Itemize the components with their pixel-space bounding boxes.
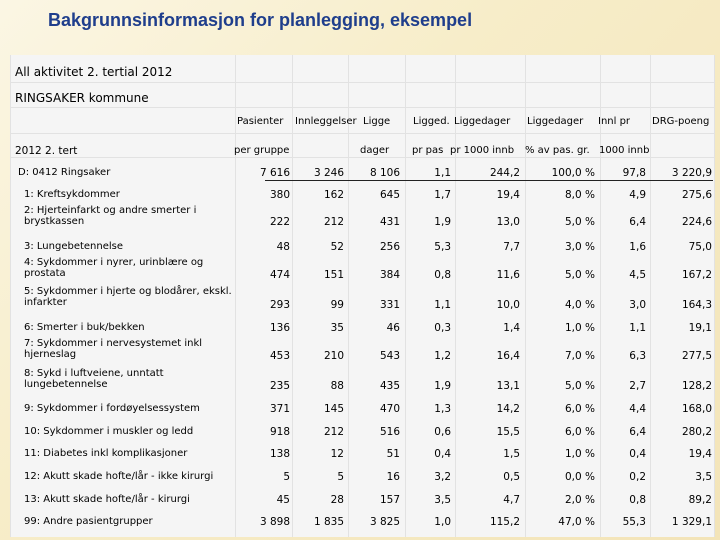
cell-value: 115,2	[489, 516, 520, 528]
cell-value: 6,4	[629, 426, 646, 438]
cell-value: 8,0 %	[564, 189, 595, 201]
cell-value: 1,7	[434, 189, 451, 201]
cell-value: 543	[379, 350, 400, 362]
cell-value: 2,7	[629, 380, 646, 392]
total-underline	[265, 180, 713, 181]
cell-value: 4,7	[503, 494, 520, 506]
cell-value: 51	[386, 448, 400, 460]
grid-line-vertical	[600, 55, 601, 537]
row-label: 13: Akutt skade hofte/lår - kirurgi	[24, 494, 190, 505]
header-innleggelser: Innleggelser	[295, 116, 357, 127]
cell-value: 331	[379, 299, 400, 311]
row-label: 6: Smerter i buk/bekken	[24, 322, 145, 333]
cell-value: 16,4	[496, 350, 520, 362]
cell-value: 277,5	[681, 350, 712, 362]
spreadsheet	[10, 55, 715, 537]
cell-value: 5,0 %	[564, 269, 595, 281]
cell-value: 138	[269, 448, 290, 460]
header-pct-av-pas-gr: % av pas. gr.	[525, 145, 590, 156]
row-label: 9: Sykdommer i fordøyelsessystem	[24, 403, 200, 414]
cell-value: 13,0	[496, 216, 520, 228]
cell-value: 435	[379, 380, 400, 392]
cell-value: 5,0 %	[564, 380, 595, 392]
header-drg-poeng: DRG-poeng	[652, 116, 710, 127]
cell-value: 28	[330, 494, 344, 506]
cell-value: 75,0	[688, 241, 712, 253]
grid-line-vertical	[714, 55, 715, 537]
cell-value: 6,3	[629, 350, 646, 362]
cell-value: 1,2	[434, 350, 451, 362]
cell-value: 1,3	[434, 403, 451, 415]
row-label: 7: Sykdommer i nervesystemet inkl hjerneslag	[24, 338, 203, 360]
cell-value: 2,0 %	[564, 494, 595, 506]
cell-value: 7 616	[259, 167, 290, 179]
cell-value: 5	[337, 471, 344, 483]
cell-value: 222	[269, 216, 290, 228]
cell-value: 212	[323, 426, 344, 438]
cell-value: 0,4	[629, 448, 646, 460]
cell-value: 14,2	[496, 403, 520, 415]
cell-value: 168,0	[681, 403, 712, 415]
row-label: 8: Sykd i luftveiene, unntatt lungebetennelse	[24, 368, 164, 390]
grid-line-horizontal	[10, 157, 715, 158]
cell-value: 0,4	[434, 448, 451, 460]
cell-value: 1,4	[503, 322, 520, 334]
cell-value: 162	[323, 189, 344, 201]
row-label: 4: Sykdommer i nyrer, urinblære og prostata	[24, 257, 204, 279]
cell-value: 4,0 %	[564, 299, 595, 311]
grid-line-horizontal	[10, 133, 715, 134]
cell-value: 212	[323, 216, 344, 228]
cell-value: 12	[330, 448, 344, 460]
cell-value: 293	[269, 299, 290, 311]
cell-value: 256	[379, 241, 400, 253]
cell-value: 3,2	[434, 471, 451, 483]
cell-value: 0,8	[434, 269, 451, 281]
row-label: 99: Andre pasientgrupper	[24, 516, 153, 527]
cell-value: 3,5	[434, 494, 451, 506]
grid-line-horizontal	[10, 82, 715, 83]
header-liggedager: Liggedager	[454, 116, 511, 127]
cell-value: 55,3	[622, 516, 646, 528]
cell-value: 918	[269, 426, 290, 438]
cell-value: 167,2	[681, 269, 712, 281]
cell-value: 6,4	[629, 216, 646, 228]
cell-value: 3 825	[369, 516, 400, 528]
header-ligge: Ligge	[363, 116, 391, 127]
cell-value: 470	[379, 403, 400, 415]
cell-value: 11,6	[496, 269, 520, 281]
cell-value: 99	[330, 299, 344, 311]
grid-line-vertical	[405, 55, 406, 537]
cell-value: 1,0	[434, 516, 451, 528]
cell-value: 453	[269, 350, 290, 362]
cell-value: 0,5	[503, 471, 520, 483]
cell-value: 5,0 %	[564, 216, 595, 228]
cell-value: 1,6	[629, 241, 646, 253]
header-per-gruppe: per gruppe	[234, 145, 290, 156]
cell-value: 157	[379, 494, 400, 506]
cell-value: 0,2	[629, 471, 646, 483]
row-label: 2: Hjerteinfarkt og andre smerter i brystkassen	[24, 205, 197, 227]
cell-value: 97,8	[622, 167, 646, 179]
cell-value: 5	[283, 471, 290, 483]
cell-value: 15,5	[496, 426, 520, 438]
header-ligged: Ligged.	[413, 116, 450, 127]
grid-line-vertical	[348, 55, 349, 537]
cell-value: 47,0 %	[558, 516, 595, 528]
row-label: 12: Akutt skade hofte/lår - ikke kirurgi	[24, 471, 214, 482]
cell-value: 244,2	[489, 167, 520, 179]
cell-value: 19,4	[688, 448, 712, 460]
cell-value: 645	[379, 189, 400, 201]
cell-value: 4,5	[629, 269, 646, 281]
cell-value: 380	[269, 189, 290, 201]
cell-value: 275,6	[681, 189, 712, 201]
grid-line-vertical	[525, 55, 526, 537]
cell-value: 35	[330, 322, 344, 334]
period-label: 2012 2. tert	[15, 145, 78, 157]
cell-value: 3,0	[629, 299, 646, 311]
cell-value: 280,2	[681, 426, 712, 438]
grid-line-vertical	[650, 55, 651, 537]
cell-value: 100,0 %	[551, 167, 595, 179]
header-innl-pr: Innl pr	[598, 116, 631, 127]
cell-value: 5,3	[434, 241, 451, 253]
row-label: 11: Diabetes inkl komplikasjoner	[24, 448, 188, 459]
cell-value: 48	[276, 241, 290, 253]
grid-line-horizontal	[10, 107, 715, 108]
cell-value: 3 246	[313, 167, 344, 179]
cell-value: 4,4	[629, 403, 646, 415]
row-label: 5: Sykdommer i hjerte og blodårer, ekskl. infarkter	[24, 286, 232, 308]
cell-value: 224,6	[681, 216, 712, 228]
cell-value: 1,1	[629, 322, 646, 334]
cell-value: 1,9	[434, 380, 451, 392]
grid-line-vertical	[10, 55, 11, 537]
cell-value: 235	[269, 380, 290, 392]
header-pr-pas: pr pas	[412, 145, 444, 156]
header-dager: dager	[360, 145, 390, 156]
cell-value: 46	[386, 322, 400, 334]
cell-value: 371	[269, 403, 290, 415]
cell-value: 3,0 %	[564, 241, 595, 253]
cell-value: 7,7	[503, 241, 520, 253]
header-liggedager-2: Liggedager	[527, 116, 584, 127]
header-pasienter: Pasienter	[237, 116, 284, 127]
row-label: 3: Lungebetennelse	[24, 241, 124, 252]
sheet-title: All aktivitet 2. tertial 2012	[15, 65, 173, 79]
cell-value: 3 220,9	[671, 167, 712, 179]
header-pr-1000-innb: pr 1000 innb	[450, 145, 515, 156]
cell-value: 516	[379, 426, 400, 438]
cell-value: 0,8	[629, 494, 646, 506]
cell-value: 13,1	[496, 380, 520, 392]
cell-value: 16	[386, 471, 400, 483]
row-label: 1: Kreftsykdommer	[24, 189, 120, 200]
cell-value: 3 898	[259, 516, 290, 528]
row-label: D: 0412 Ringsaker	[18, 167, 111, 178]
cell-value: 6,0 %	[564, 426, 595, 438]
cell-value: 1,0 %	[564, 448, 595, 460]
cell-value: 0,3	[434, 322, 451, 334]
cell-value: 151	[323, 269, 344, 281]
cell-value: 136	[269, 322, 290, 334]
cell-value: 3,5	[695, 471, 712, 483]
grid-line-vertical	[455, 55, 456, 537]
header-1000-innb: 1000 innb	[599, 145, 650, 156]
cell-value: 431	[379, 216, 400, 228]
cell-value: 1,1	[434, 167, 451, 179]
cell-value: 1 329,1	[671, 516, 712, 528]
cell-value: 1,9	[434, 216, 451, 228]
cell-value: 474	[269, 269, 290, 281]
cell-value: 0,6	[434, 426, 451, 438]
cell-value: 7,0 %	[564, 350, 595, 362]
cell-value: 128,2	[681, 380, 712, 392]
grid-line-vertical	[292, 55, 293, 537]
cell-value: 45	[276, 494, 290, 506]
municipality-title: RINGSAKER kommune	[15, 91, 149, 105]
cell-value: 6,0 %	[564, 403, 595, 415]
cell-value: 89,2	[688, 494, 712, 506]
cell-value: 4,9	[629, 189, 646, 201]
cell-value: 1,1	[434, 299, 451, 311]
cell-value: 1,5	[503, 448, 520, 460]
cell-value: 10,0	[496, 299, 520, 311]
cell-value: 145	[323, 403, 344, 415]
row-label: 10: Sykdommer i muskler og ledd	[24, 426, 194, 437]
cell-value: 0,0 %	[564, 471, 595, 483]
cell-value: 19,1	[688, 322, 712, 334]
cell-value: 8 106	[369, 167, 400, 179]
cell-value: 19,4	[496, 189, 520, 201]
slide-title: Bakgrunnsinformasjon for planlegging, eksempel	[48, 10, 473, 30]
cell-value: 1 835	[313, 516, 344, 528]
cell-value: 164,3	[681, 299, 712, 311]
cell-value: 88	[330, 380, 344, 392]
cell-value: 52	[330, 241, 344, 253]
cell-value: 384	[379, 269, 400, 281]
cell-value: 210	[323, 350, 344, 362]
cell-value: 1,0 %	[564, 322, 595, 334]
